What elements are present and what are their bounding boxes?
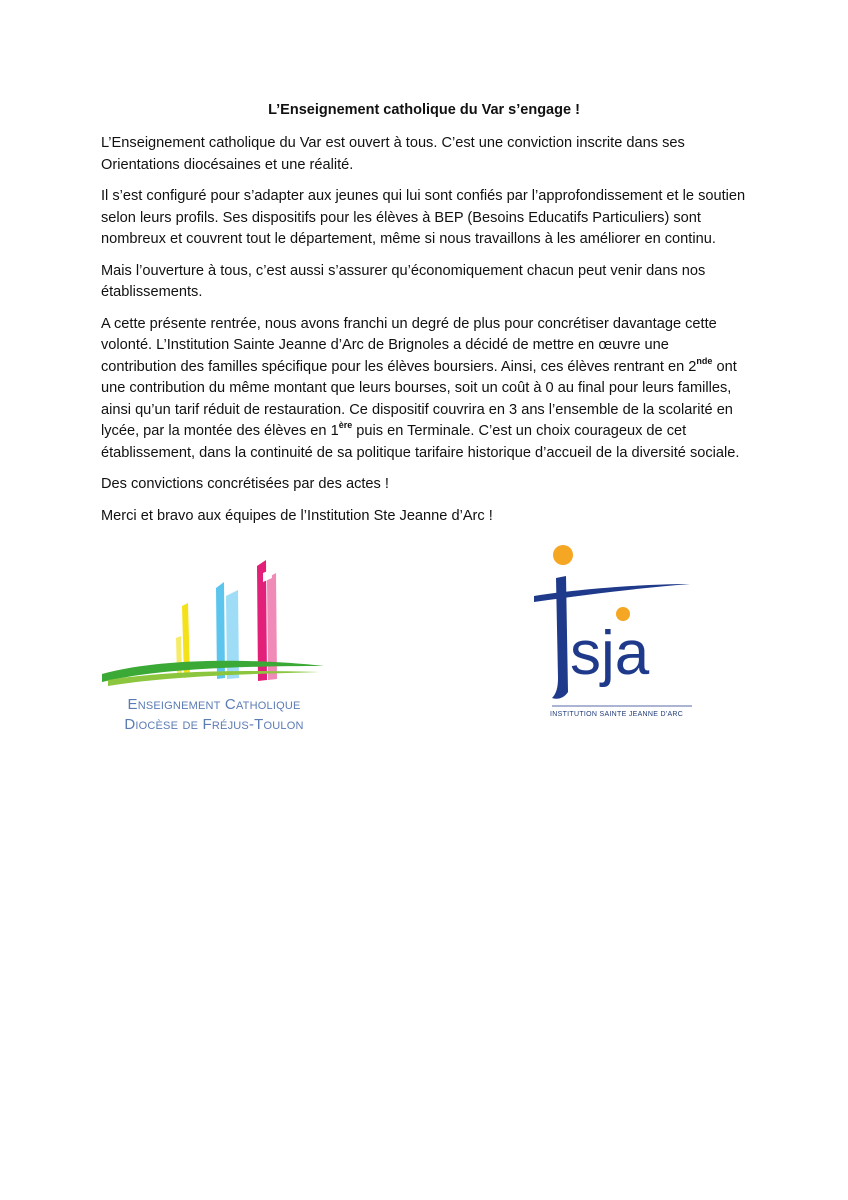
paragraph-4-part-2: ont une contribution du même montant que leurs bourses, soit un coût à 0 au final pour leurs familles, ainsi qu’un tarif réduit de restauration. Ce dispositif couvrira en 3 ans l’ensemble de la scolarité en lycée, par la montée des élèves en 1 xyxy=(101,358,737,439)
paragraph-4-part-1: A cette présente rentrée, nous avons franchi un degré de plus pour concrétiser davantage cette volonté. L’Institution Sainte Jeanne d’Arc de Brignoles a décidé de mettre en œuvre une contribution des familles spécifique pour les élèves boursiers. Ainsi, ces élèves rentrant en 2 xyxy=(101,315,717,375)
ec-logo-graphic xyxy=(100,558,328,693)
paragraph-1: L’Enseignement catholique du Var est ouvert à tous. C’est une conviction inscrite dans ses Orientations diocésaines et une réalité. xyxy=(101,135,685,173)
superscript-ere: ère xyxy=(338,420,353,431)
paragraph-6: Merci et bravo aux équipes de l’Institution Ste Jeanne d’Arc ! xyxy=(101,507,493,524)
document-body xyxy=(101,133,747,537)
svg-text:sja: sja xyxy=(570,619,650,688)
paragraph-4-part-3: puis en Terminale. C’est un choix courageux de cet établissement, dans la continuité de sa politique tarifaire historique d’accueil de la diversité sociale. xyxy=(101,423,740,461)
paragraph-3: Mais l’ouverture à tous, c’est aussi s’assurer qu’économiquement chacun peut venir dans nos établissements. xyxy=(101,262,706,300)
isja-logo-caption: INSTITUTION SAINTE JEANNE D'ARC xyxy=(550,711,684,718)
enseignement-catholique-logo xyxy=(100,558,328,738)
isja-logo xyxy=(530,538,700,728)
paragraph-4 xyxy=(101,314,747,465)
ec-logo-line-1: Enseignement Catholique xyxy=(127,696,301,713)
ec-logo-line-2: Diocèse de Fréjus-Toulon xyxy=(124,716,304,733)
isja-logo-graphic xyxy=(530,538,700,713)
paragraph-2: Il s’est configuré pour s’adapter aux jeunes qui lui sont confiés par l’approfondissement et le soutien selon leurs profils. Ses dispositifs pour les élèves à BEP (Besoins Educatifs Particuliers) sont nombreux et couvrent tout le département, même si nous travaillons à les améliorer en continu. xyxy=(101,188,746,247)
document-title: L’Enseignement catholique du Var s’engage ! xyxy=(268,102,580,118)
paragraph-5: Des convictions concrétisées par des actes ! xyxy=(101,476,389,492)
superscript-nde: nde xyxy=(696,355,713,366)
